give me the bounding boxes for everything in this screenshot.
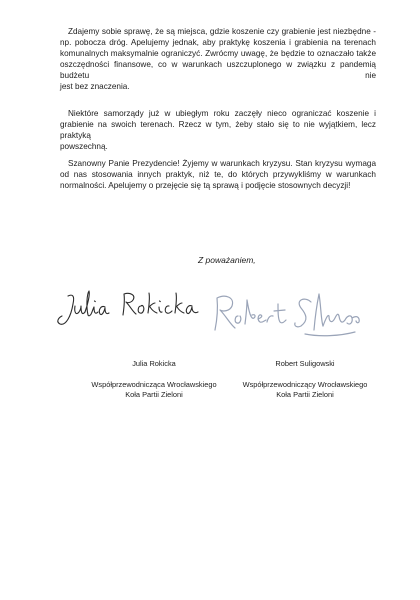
closing-salutation: Z poważaniem, xyxy=(198,255,256,265)
signer-left xyxy=(79,359,229,401)
text-line: jest bez znaczenia. xyxy=(60,82,130,92)
signer-title: Koła Partii Zieloni xyxy=(276,390,334,400)
signature-strokes xyxy=(215,294,359,336)
signer-name: Julia Rokicka xyxy=(132,359,176,368)
text-line: grabienie na swoich terenach. Rzecz w tym, żeby stało się to nie wyjątkiem, lecz praktyką xyxy=(60,120,376,141)
paragraph-1 xyxy=(60,26,376,93)
text-line: Zdajemy sobie sprawę, że są miejsca, gdzie koszenie czy grabienie jest niezbędne - xyxy=(68,27,376,36)
signature-strokes xyxy=(58,291,198,324)
text-line: oszczędności finansowe, co w warunkach uszczuplonego w związku z pandemią budżetu nie xyxy=(60,60,376,81)
text-line: Szanowny Panie Prezydencie! Żyjemy w warunkach kryzysu. Stan kryzysu wymaga xyxy=(68,159,376,168)
spacer xyxy=(79,370,229,380)
signer-name: Robert Suligowski xyxy=(275,359,335,368)
paragraph-3 xyxy=(60,158,376,191)
signer-title: Współprzewodniczący Wrocławskiego xyxy=(242,379,368,389)
spacer xyxy=(230,370,380,380)
signer-title: Współprzewodnicząca Wrocławskiego xyxy=(91,379,217,389)
paragraph-2 xyxy=(60,108,376,152)
text-line: np. pobocza dróg. Apelujemy jednak, aby praktykę koszenia i grabienia na terenach xyxy=(60,38,376,48)
text-line: komunalnych maksymalnie ograniczyć. Zwrócmy uwagę, że będzie to oznaczało także xyxy=(60,49,376,59)
text-line: normalności. Apelujemy o przejęcie się tą sprawą i podjęcie stosownych decyzji! xyxy=(60,181,351,191)
signer-title: Koła Partii Zieloni xyxy=(125,390,183,400)
signature-robert-suligowski xyxy=(205,286,370,346)
text-line: powszechną. xyxy=(60,142,108,152)
text-line: Niektóre samorządy już w ubiegłym roku zaczęły nieco ograniczać koszenie i xyxy=(68,109,376,118)
signature-julia-rokicka xyxy=(48,282,218,342)
signer-right xyxy=(230,359,380,401)
text-line: od nas stosowania innych praktyk, niż te, do których przywykliśmy w warunkach xyxy=(60,170,376,180)
